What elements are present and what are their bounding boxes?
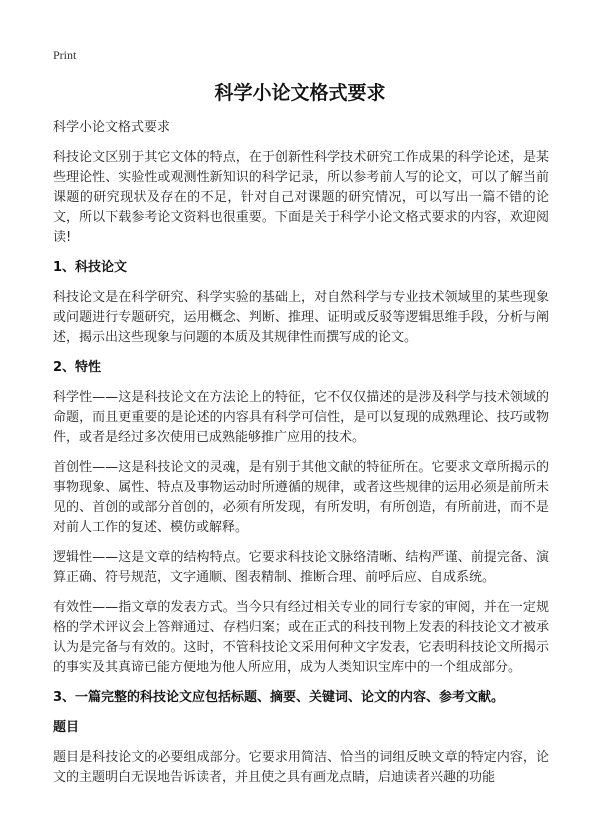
print-link[interactable]: Print (53, 48, 77, 62)
subtitle: 科学小论文格式要求 (53, 120, 171, 135)
body-paragraph: 科技论文是在科学研究、科学实验的基础上，对自然科学与专业技术领域里的某些现象或问题进行专题研究，运用概念、判断、推理、证明或反驳等逻辑思维手段，分析与阐述，揭示出这些现象与问题的本质及其规律性而撰写成的论文。 (53, 290, 549, 345)
section-heading: 题目 (53, 720, 80, 735)
body-paragraph: 逻辑性——这是文章的结构特点。它要求科技论文脉络清晰、结构严谨、前提完备、演算正确、符号规范，文字通顺、图表精制、推断合理、前呼后应、自成系统。 (53, 550, 549, 585)
section-heading: 3、一篇完整的科技论文应包括标题、摘要、关键词、论文的内容、参考文献。 (53, 690, 505, 705)
body-paragraph: 有效性——指文章的发表方式。当今只有经过相关专业的同行专家的审阅，并在一定规格的学术评议会上答辩通过、存档归案；或在正式的科技刊物上发表的科技论文才被承认为是完备与有效的。这时，不管科技论文采用何种文字发表，它表明科技论文所揭示的事实及其真谛已能方便地为他人所应用，成为人类知识宝库中的一个组成部分。 (53, 600, 549, 675)
body-paragraph: 首创性——这是科技论文的灵魂，是有别于其他文献的特征所在。它要求文章所揭示的事物现象、属性、特点及事物运动时所遵循的规律，或者这些规律的运用必须是前所未见的、首创的或部分首创的，必须有所发现，有所发明，有所创造，有所前进，而不是对前人工作的复述、模仿或解释。 (53, 460, 549, 535)
body-paragraph: 科学性——这是科技论文在方法论上的特征，它不仅仅描述的是涉及科学与技术领域的命题，而且更重要的是论述的内容具有科学可信性，是可以复现的成熟理论、技巧或物件，或者是经过多次使用已成熟能够推广应用的技术。 (53, 390, 549, 445)
document-title: 科学小论文格式要求 (214, 82, 386, 104)
section-heading: 1、科技论文 (53, 260, 128, 275)
document-body (53, 118, 549, 798)
section-heading: 2、特性 (53, 360, 102, 375)
body-paragraph: 题目是科技论文的必要组成部分。它要求用简洁、恰当的词组反映文章的特定内容，论文的主题明白无误地告诉读者，并且使之具有画龙点睛，启迪读者兴趣的功能 (53, 750, 549, 785)
intro-paragraph: 科技论文区别于其它文体的特点，在于创新性科学技术研究工作成果的科学论述，是某些理论性、实验性或观测性新知识的科学记录，所以参考前人写的论文，可以了解当前课题的研究现状及存在的不足，针对自己对课题的研究情况，可以写出一篇不错的论文，所以下载参考论文资料也很重要。下面是关于科学小论文格式要求的内容，欢迎阅读! (53, 150, 549, 245)
